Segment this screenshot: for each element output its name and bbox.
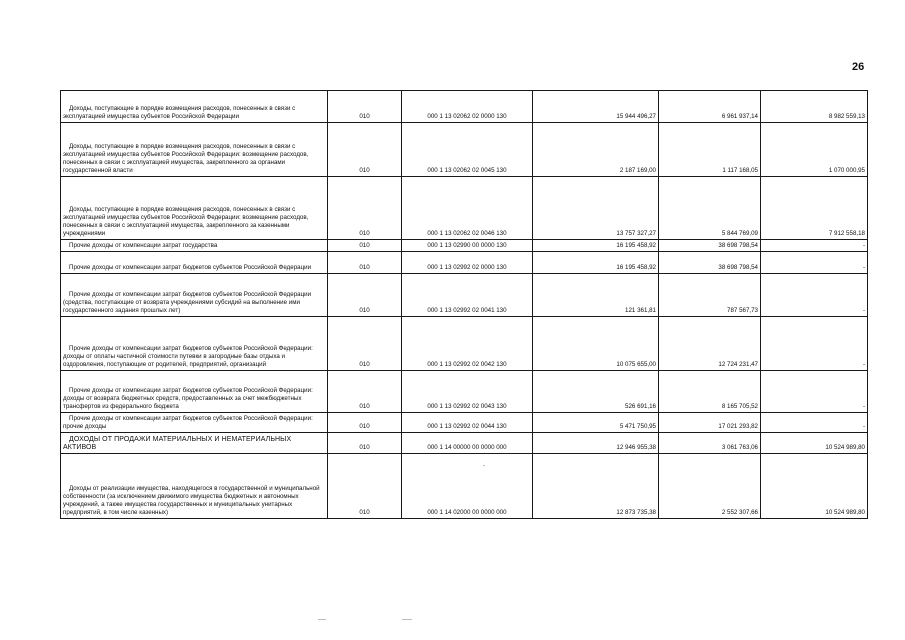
- row-value-approved: 12 946 955,38: [533, 433, 659, 454]
- table-row: [61, 177, 868, 240]
- row-budget-code: 000 1 13 02062 02 0045 130: [402, 123, 533, 177]
- row-value-approved: 16 195 458,92: [533, 240, 659, 252]
- row-value-unexecuted: -: [761, 240, 868, 252]
- table-row: [61, 413, 868, 433]
- table-row: [61, 252, 868, 274]
- row-value-executed: 38 698 798,54: [659, 240, 761, 252]
- row-value-approved: 121 361,81: [533, 274, 659, 317]
- scan-speck: [483, 465, 485, 466]
- row-budget-code: 000 1 13 02990 00 0000 130: [402, 240, 533, 252]
- row-value-approved: 526 691,16: [533, 371, 659, 413]
- row-name: Прочие доходы от компенсации затрат бюджетов субъектов Российской Федерации: [61, 252, 328, 274]
- table-row: [61, 371, 868, 413]
- row-line-code: 010: [328, 177, 402, 240]
- table-row: [61, 433, 868, 454]
- row-value-unexecuted: 7 912 558,18: [761, 177, 868, 240]
- row-value-approved: 12 873 735,38: [533, 454, 659, 519]
- row-line-code: 010: [328, 433, 402, 454]
- row-budget-code: 000 1 13 02992 02 0042 130: [402, 317, 533, 371]
- row-name: Доходы, поступающие в порядке возмещения расходов, понесенных в связи с эксплуатацией имущества субъектов Российской Федерации: возмещение расходов, понесенных в связи с эксплуатацией имущества, закрепленного за казенными учреждениями: [61, 177, 328, 240]
- row-name: Прочие доходы от компенсации затрат государства: [61, 240, 328, 252]
- row-name: Прочие доходы от компенсации затрат бюджетов субъектов Российской Федерации: прочие доходы: [61, 413, 328, 433]
- row-name: Доходы от реализации имущества, находящегося в государственной и муниципальной собственности (за исключением движимого имущества бюджетных и автономных учреждений, а также имущества государственных и муниципальных унитарных предприятий, в том числе казенных): [61, 454, 328, 519]
- row-line-code: 010: [328, 454, 402, 519]
- table-row: [61, 454, 868, 519]
- row-budget-code: 000 1 14 00000 00 0000 000: [402, 433, 533, 454]
- row-value-approved: 10 075 655,00: [533, 317, 659, 371]
- row-value-executed: 38 698 798,54: [659, 252, 761, 274]
- row-value-executed: 8 165 705,52: [659, 371, 761, 413]
- table-row: [61, 240, 868, 252]
- row-value-executed: 2 552 307,66: [659, 454, 761, 519]
- row-value-unexecuted: -: [761, 413, 868, 433]
- row-line-code: 010: [328, 274, 402, 317]
- row-value-executed: 787 567,73: [659, 274, 761, 317]
- row-line-code: 010: [328, 91, 402, 123]
- row-value-executed: 3 061 763,06: [659, 433, 761, 454]
- table-row: [61, 91, 868, 123]
- row-value-approved: 16 195 458,92: [533, 252, 659, 274]
- row-name: Доходы, поступающие в порядке возмещения расходов, понесенных в связи с эксплуатацией имущества субъектов Российской Федерации: [61, 91, 328, 123]
- row-budget-code: 000 1 14 02000 00 0000 000: [402, 454, 533, 519]
- row-budget-code: 000 1 13 02992 02 0000 130: [402, 252, 533, 274]
- scan-speck: [318, 619, 326, 620]
- row-budget-code: 000 1 13 02062 02 0000 130: [402, 91, 533, 123]
- row-line-code: 010: [328, 317, 402, 371]
- row-value-unexecuted: 1 070 000,95: [761, 123, 868, 177]
- table-row: [61, 317, 868, 371]
- row-value-approved: 5 471 750,95: [533, 413, 659, 433]
- row-budget-code: 000 1 13 02992 02 0044 130: [402, 413, 533, 433]
- row-value-approved: 15 944 496,27: [533, 91, 659, 123]
- row-value-executed: 1 117 168,05: [659, 123, 761, 177]
- row-name: Прочие доходы от компенсации затрат бюджетов субъектов Российской Федерации (средства, поступающие от возврата учреждениями субсидий на выполнение ими государственного задания прошлых лет): [61, 274, 328, 317]
- row-value-unexecuted: -: [761, 274, 868, 317]
- income-report-table: [60, 90, 868, 519]
- row-value-unexecuted: 10 524 989,80: [761, 433, 868, 454]
- table-row: [61, 274, 868, 317]
- row-value-unexecuted: 8 982 559,13: [761, 91, 868, 123]
- row-value-unexecuted: -: [761, 317, 868, 371]
- row-budget-code: 000 1 13 02062 02 0046 130: [402, 177, 533, 240]
- row-value-executed: 6 961 937,14: [659, 91, 761, 123]
- row-value-unexecuted: -: [761, 252, 868, 274]
- row-name: Прочие доходы от компенсации затрат бюджетов субъектов Российской Федерации: доходы от оплаты частичной стоимости путевки в загородные базы отдыха и оздоровления, поступающие от родителей, предприятий, организаций: [61, 317, 328, 371]
- row-budget-code: 000 1 13 02992 02 0043 130: [402, 371, 533, 413]
- row-value-unexecuted: 10 524 989,80: [761, 454, 868, 519]
- row-line-code: 010: [328, 240, 402, 252]
- row-value-unexecuted: -: [761, 371, 868, 413]
- row-value-approved: 2 187 169,00: [533, 123, 659, 177]
- row-name: Доходы, поступающие в порядке возмещения расходов, понесенных в связи с эксплуатацией имущества субъектов Российской Федерации: возмещение расходов, понесенных в связи с эксплуатацией имущества, закрепленного за органами государственной власти: [61, 123, 328, 177]
- row-line-code: 010: [328, 413, 402, 433]
- row-budget-code: 000 1 13 02992 02 0041 130: [402, 274, 533, 317]
- row-line-code: 010: [328, 252, 402, 274]
- row-value-executed: 5 844 769,09: [659, 177, 761, 240]
- row-line-code: 010: [328, 371, 402, 413]
- row-value-executed: 12 724 231,47: [659, 317, 761, 371]
- page-number: 26: [852, 61, 865, 73]
- scan-speck: [402, 619, 412, 620]
- row-value-executed: 17 021 293,82: [659, 413, 761, 433]
- row-line-code: 010: [328, 123, 402, 177]
- table-row: [61, 123, 868, 177]
- row-value-approved: 13 757 327,27: [533, 177, 659, 240]
- row-name: Прочие доходы от компенсации затрат бюджетов субъектов Российской Федерации: доходы от возврата бюджетных средств, предоставленных за счет межбюджетных трансфертов из федерального бюджета: [61, 371, 328, 413]
- row-name: ДОХОДЫ ОТ ПРОДАЖИ МАТЕРИАЛЬНЫХ И НЕМАТЕРИАЛЬНЫХ АКТИВОВ: [61, 433, 328, 454]
